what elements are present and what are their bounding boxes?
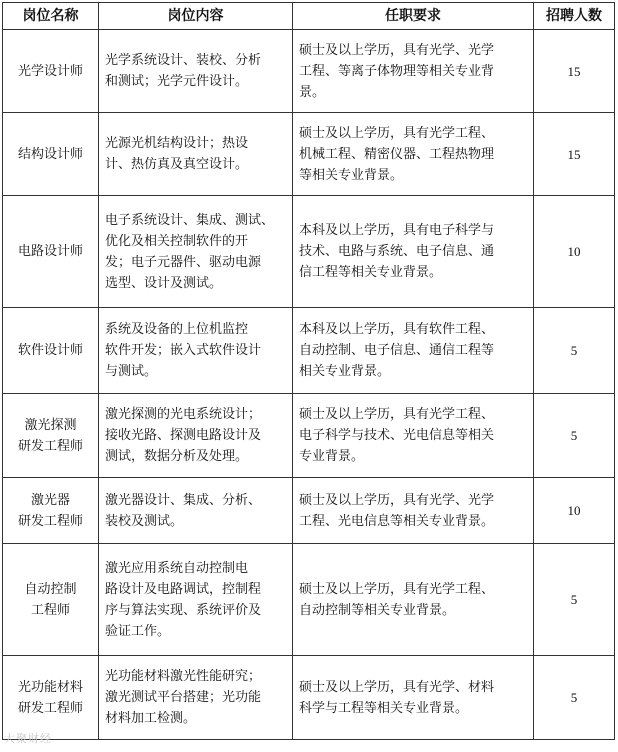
- cell-position: [3, 394, 99, 478]
- cell-requirements-line: 硕士及以上学历，具有光学、光学: [299, 42, 495, 58]
- cell-requirements-line: 专业背景。: [299, 449, 365, 464]
- cell-requirements: [293, 544, 534, 656]
- cell-content-line: 测试，数据分析及处理。: [105, 449, 249, 464]
- cell-requirements: [293, 394, 534, 478]
- cell-requirements-line: 自动控制、电子信息、通信工程等: [299, 343, 495, 358]
- table-row: [3, 544, 615, 656]
- cell-content-line: 序与算法实现、系统评价及: [105, 602, 262, 618]
- cell-count: 5: [534, 394, 615, 478]
- cell-requirements-line: 工程、等离子体物理等相关专业背: [299, 63, 495, 79]
- cell-position: [3, 196, 99, 308]
- cell-count: 10: [534, 196, 615, 308]
- cell-content-line: 发；电子元器件、驱动电源: [105, 254, 262, 270]
- cell-content: [99, 30, 293, 113]
- cell-content-line: 系统及设备的上位机监控: [105, 322, 249, 337]
- cell-count: 10: [534, 478, 615, 544]
- cell-position: [3, 308, 99, 394]
- cell-position-line: 自动控制: [24, 581, 77, 597]
- cell-requirements-line: 硕士及以上学历，具有光学工程、: [299, 125, 495, 141]
- cell-requirements-line: 技术、电路与系统、电子信息、通: [299, 244, 495, 259]
- cell-content-line: 优化及相关控制软件的开: [105, 233, 249, 249]
- cell-position: [3, 478, 99, 544]
- table-row: [3, 308, 615, 394]
- cell-requirements-line: 等相关专业背景。: [299, 167, 404, 183]
- cell-requirements-line: 硕士及以上学历，具有光学、材料: [299, 679, 495, 695]
- cell-position-line: 激光器: [30, 492, 70, 508]
- cell-content-line: 材料加工检测。: [105, 711, 197, 726]
- table-header-row: [3, 3, 615, 30]
- cell-content-line: 激光测试平台搭建；光功能: [105, 690, 262, 705]
- cell-position-line: 电路设计师: [17, 244, 83, 259]
- cell-position-line: 研发工程师: [17, 513, 83, 529]
- cell-content: [99, 478, 293, 544]
- table-row: [3, 478, 615, 544]
- watermark-text: 大聚财经: [4, 732, 52, 745]
- cell-requirements-line: 科学与工程等相关专业背景。: [299, 700, 469, 716]
- cell-content: [99, 656, 293, 740]
- cell-requirements-line: 景。: [299, 84, 326, 100]
- cell-count: 15: [534, 30, 615, 113]
- cell-content-line: 路设计及电路调试，控制程: [105, 581, 262, 597]
- cell-content-line: 接收光路、探测电路设计及: [105, 428, 262, 443]
- cell-content-line: 装校及测试。: [105, 513, 184, 529]
- cell-requirements-line: 硕士及以上学历，具有光学、光学: [299, 492, 495, 508]
- cell-content-line: 光学系统设计、装校、分析: [105, 53, 262, 68]
- cell-content-line: 激光应用系统自动控制电: [105, 560, 249, 576]
- cell-content-line: 电子系统设计、集成、测试、: [105, 212, 275, 228]
- cell-requirements: [293, 30, 534, 113]
- cell-requirements: [293, 308, 534, 394]
- cell-content-line: 与测试。: [105, 364, 158, 379]
- cell-position-line: 光学设计师: [17, 63, 83, 79]
- table-row: [3, 113, 615, 196]
- cell-position: [3, 30, 99, 113]
- cell-position: [3, 544, 99, 656]
- header-count: 招聘人数: [534, 3, 615, 30]
- cell-requirements-line: 机械工程、精密仪器、工程热物理: [299, 146, 495, 162]
- header-content: 岗位内容: [99, 3, 293, 30]
- cell-content-line: 光源光机结构设计；热设: [105, 136, 249, 151]
- cell-requirements-line: 硕士及以上学历，具有光学工程、: [299, 581, 495, 597]
- cell-content: [99, 544, 293, 656]
- table-row: [3, 394, 615, 478]
- cell-requirements-line: 本科及以上学历，具有软件工程、: [299, 322, 495, 337]
- cell-content-line: 激光探测的光电系统设计；: [105, 407, 262, 422]
- cell-content-line: 选型、设计及测试。: [105, 275, 223, 291]
- cell-requirements-line: 电子科学与技术、光电信息等相关: [299, 428, 495, 443]
- cell-requirements-line: 相关专业背景。: [299, 364, 391, 379]
- cell-position-line: 工程师: [30, 602, 70, 618]
- cell-content-line: 软件开发；嵌入式软件设计: [105, 343, 262, 358]
- cell-requirements-line: 工程、光电信息等相关专业背景。: [299, 513, 495, 529]
- cell-content: [99, 394, 293, 478]
- job-table: [2, 2, 615, 740]
- cell-count: 5: [534, 308, 615, 394]
- cell-requirements-line: 硕士及以上学历，具有光学工程、: [299, 407, 495, 422]
- cell-requirements-line: 信工程等相关专业背景。: [299, 265, 443, 280]
- cell-content-line: 激光器设计、集成、分析、: [105, 492, 262, 508]
- cell-requirements: [293, 196, 534, 308]
- cell-position-line: 软件设计师: [17, 343, 83, 358]
- table-row: [3, 30, 615, 113]
- cell-position: [3, 113, 99, 196]
- cell-count: 5: [534, 544, 615, 656]
- cell-count: 5: [534, 656, 615, 740]
- cell-position-line: 激光探测: [24, 417, 77, 433]
- cell-content-line: 计、热仿真及真空设计。: [105, 157, 249, 172]
- cell-position-line: 光功能材料: [17, 679, 83, 695]
- cell-position-line: 研发工程师: [17, 700, 83, 716]
- cell-content-line: 光功能材料激光性能研究；: [105, 669, 262, 684]
- table-row: [3, 196, 615, 308]
- cell-requirements-line: 本科及以上学历，具有电子科学与: [299, 223, 495, 238]
- cell-content: [99, 113, 293, 196]
- cell-position-line: 研发工程师: [17, 438, 83, 454]
- header-requirements: 任职要求: [293, 3, 534, 30]
- cell-content: [99, 308, 293, 394]
- cell-requirements-line: 自动控制等相关专业背景。: [299, 602, 456, 618]
- table-row: [3, 656, 615, 740]
- cell-count: 15: [534, 113, 615, 196]
- cell-content-line: 和测试；光学元件设计。: [105, 74, 249, 89]
- header-position: 岗位名称: [3, 3, 99, 30]
- cell-position-line: 结构设计师: [17, 146, 83, 162]
- cell-content: [99, 196, 293, 308]
- cell-position: [3, 656, 99, 740]
- cell-content-line: 验证工作。: [105, 623, 171, 639]
- cell-requirements: [293, 113, 534, 196]
- cell-requirements: [293, 656, 534, 740]
- cell-requirements: [293, 478, 534, 544]
